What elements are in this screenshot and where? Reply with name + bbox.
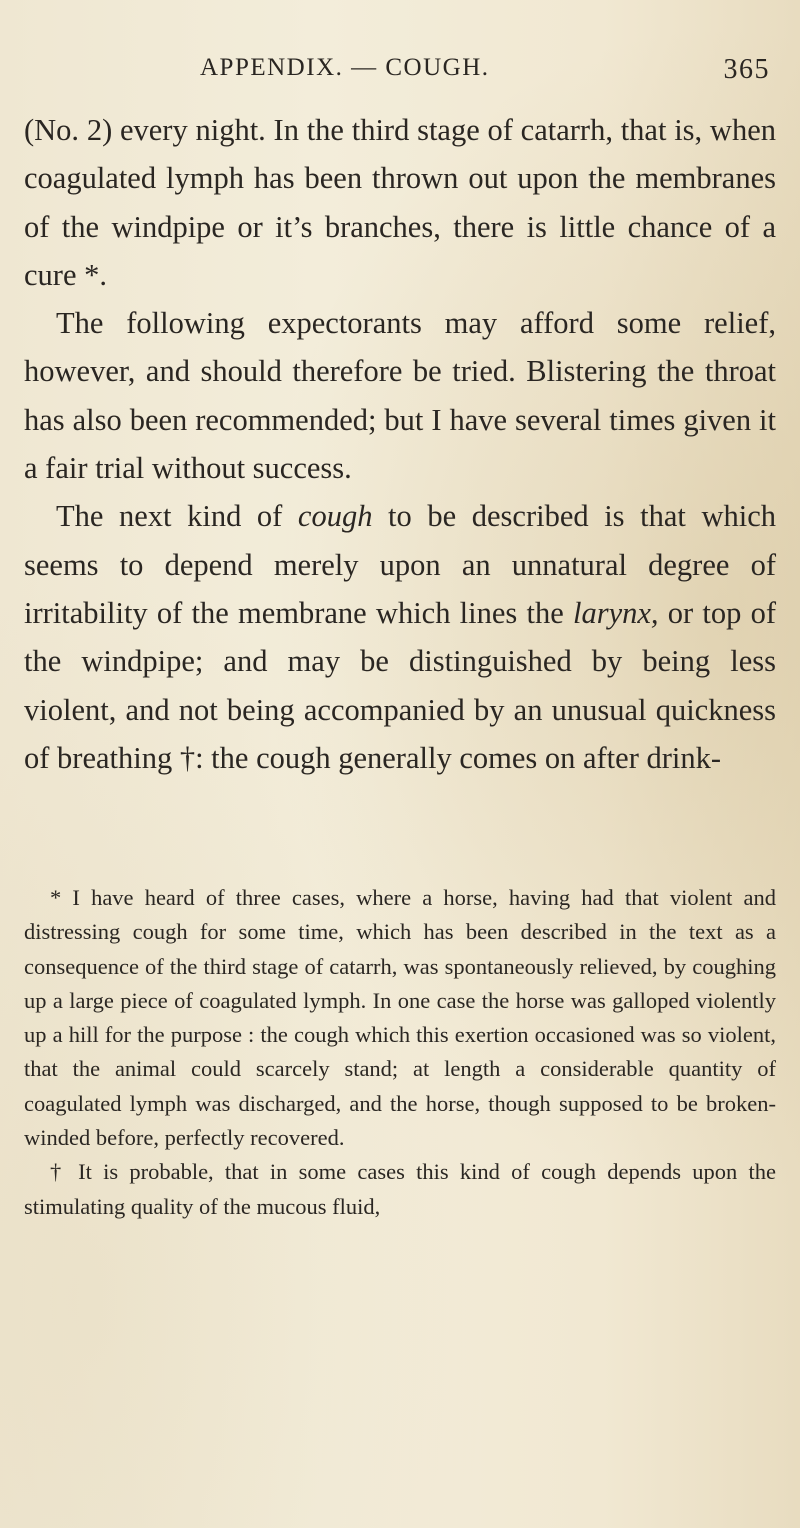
paragraph-catarrh-third-stage: (No. 2) every night. In the third stage of catarrh, that is, when coagulated lymph has been thrown out upon the membranes of the windpipe or it’s branches, there is little chance of a cure *. — [24, 113, 776, 292]
main-text — [24, 106, 776, 782]
running-head — [200, 54, 770, 94]
footnote-dagger: † It is probable, that in some cases this kind of cough depends upon the stimulating quality of the mucous fluid, — [24, 1159, 776, 1219]
paragraph-text-segment: or top of the windpipe; and may be distinguished by being less violent, and not being accompanied by an unusual quickness of breathing †: the cough generally comes on after drink- — [24, 595, 776, 775]
paragraph-expectorants: The following expectorants may afford some relief, however, and should therefore be tried. Blistering the throat has also been recommended; but I have several times given it a fair trial without success. — [24, 306, 776, 486]
paragraph-text-segment: The next kind of — [56, 499, 298, 534]
italic-term-larynx: larynx, — [573, 595, 659, 630]
running-title: APPENDIX. — COUGH. — [200, 54, 490, 81]
footnotes — [24, 881, 776, 1224]
page-number: 365 — [723, 54, 770, 85]
paragraph-cough-kind — [24, 492, 776, 782]
footnote-asterisk: * I have heard of three cases, where a horse, having had that violent and distressing cough for some time, which has been described in the text as a consequence of the third stage of catarrh, was spontaneously relieved, by coughing up a large piece of coagulated lymph. In one case the horse was galloped violently up a hill for the purpose : the cough which this exertion occasioned was so violent, that the animal could scarcely stand; at length a considerable quantity of coagulated lymph was discharged, and the horse, though supposed to be broken-winded before, perfectly recovered. — [24, 885, 776, 1151]
italic-term-cough: cough — [297, 499, 373, 534]
paragraph-text-segment: to be described is that which seems to depend merely upon an unnatural degree of irritability of the membrane which lines the — [24, 499, 776, 630]
